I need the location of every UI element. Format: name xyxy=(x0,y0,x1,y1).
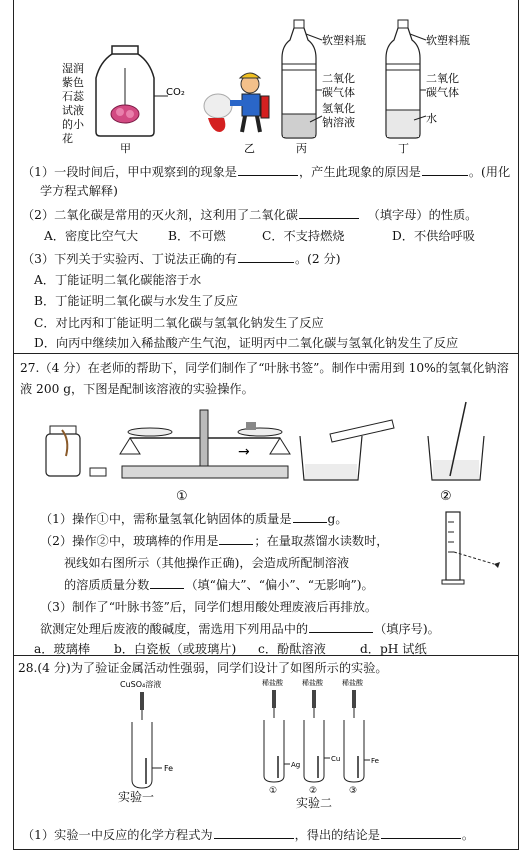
exp2-tubes-illustration xyxy=(264,690,370,782)
q28-question-1: （1）实验一中反应的化学方程式为 ，得出的结论是 。 xyxy=(22,828,475,842)
bottle-bing-illustration xyxy=(282,20,322,138)
caption-ding: 丁 xyxy=(398,142,409,154)
exp1-reagent-label: CuSO₄溶液 xyxy=(120,680,162,689)
q27-question-2-cont: 视线如右图所示（其他操作正确)，会造成所配制溶液 xyxy=(64,556,350,570)
q28-intro: 28.(4 分)为了验证金属活动性强弱，同学们设计了如图所示的实验。 xyxy=(18,661,388,675)
answer-blank[interactable] xyxy=(214,826,294,839)
q27-q3-option: d．pH 试纸 xyxy=(360,642,427,656)
caption-bing: 丙 xyxy=(296,142,307,154)
exp2-tube-number: ① xyxy=(269,786,278,796)
q27-question-3-cont: 欲测定处理后废液的酸碱度，需选用下列用品中的 （填序号)。 xyxy=(40,622,440,636)
jia-label-line: 试液 xyxy=(62,104,84,117)
answer-blank[interactable] xyxy=(381,826,461,839)
exp2-tube-number: ② xyxy=(309,786,318,796)
bottle-ding-illustration xyxy=(386,20,426,138)
q26-q2-option: D．不供给呼吸 xyxy=(392,229,475,243)
exp2-reagent-label: 稀盐酸 xyxy=(262,679,283,687)
exp2-caption: 实验二 xyxy=(296,796,333,810)
q26-q2-option: B．不可燃 xyxy=(168,229,226,243)
q26-q2-option: C．不支持燃烧 xyxy=(262,229,345,243)
q27-q3-option: a．玻璃棒 xyxy=(34,642,91,656)
answer-blank[interactable] xyxy=(219,532,253,545)
jia-label-line: 湿润 xyxy=(62,62,84,75)
exp2-reagent-label: 稀盐酸 xyxy=(302,679,323,687)
q27-q3-option: c．酚酞溶液 xyxy=(258,642,326,656)
q27-intro-line1: 27.（4 分）在老师的帮助下，同学们制作了“叶脉书签”。制作中需用到 10%的氢氧化钠溶 xyxy=(20,361,509,375)
q26-figure xyxy=(60,6,510,154)
exp1-metal-label: Fe xyxy=(164,764,174,773)
pouring-beaker-illustration xyxy=(300,420,394,480)
q27-question-3: （3）制作了“叶脉书签”后，同学们想用酸处理废液后再排放。 xyxy=(40,600,378,614)
q26-q3-option: C．对比丙和丁能证明二氧化碳与氢氧化钠发生了反应 xyxy=(34,316,324,330)
graduated-cylinder-illustration xyxy=(440,508,506,586)
separator-q27 xyxy=(13,353,519,354)
q27-question-1: （1）操作①中，需称量氢氧化钠固体的质量是 g。 xyxy=(40,512,348,526)
q27-figure xyxy=(40,400,510,506)
answer-blank[interactable] xyxy=(150,576,184,589)
jar-jia-illustration xyxy=(96,46,168,136)
ding-label-line: 二氧化 xyxy=(426,72,459,85)
bing-label-line: 二氧化 xyxy=(322,72,355,85)
q26-q3-option: D．向丙中继续加入稀盐酸产生气泡，证明丙中二氧化碳与氢氧化钠发生了反应 xyxy=(34,336,459,350)
q26-question-1: （1）一段时间后，甲中观察到的现象是 ，产生此现象的原因是 。(用化 xyxy=(22,165,511,179)
exp2-metal-label: Cu xyxy=(331,755,341,763)
jia-label-line: 紫色 xyxy=(62,76,84,89)
exp2-metal-label: Ag xyxy=(291,761,301,769)
ding-label-line: 水 xyxy=(426,112,437,125)
q26-q2-option: A．密度比空气大 xyxy=(44,229,139,243)
stirring-beaker-illustration xyxy=(428,402,484,480)
jia-label-line: 花 xyxy=(62,132,73,145)
q27-q3-option: b．白瓷板（或玻璃片) xyxy=(114,642,237,656)
q26-question-2: （2）二氧化碳是常用的灭火剂，这利用了二氧化碳 （填字母）的性质。 xyxy=(22,208,478,222)
bing-bottle-label: 软塑料瓶 xyxy=(322,34,366,47)
fire-extinguisher-illustration xyxy=(204,73,269,132)
bing-label-line: 碳气体 xyxy=(322,86,355,99)
step-label-2: ② xyxy=(440,489,452,504)
q26-question-1-cont: 学方程式解释) xyxy=(40,184,118,198)
answer-blank[interactable] xyxy=(238,163,298,176)
q26-q3-option: B．丁能证明二氧化碳与水发生了反应 xyxy=(34,294,238,308)
ding-label-line: 碳气体 xyxy=(426,86,459,99)
q26-question-3: （3）下列关于实验丙、丁说法正确的有 。(2 分) xyxy=(22,252,341,266)
jia-label-line: 的小 xyxy=(62,118,84,131)
q27-question-2: （2）操作②中，玻璃棒的作用是 ；在量取蒸馏水读数时， xyxy=(40,534,389,548)
q27-intro-line2: 液 200 g，下图是配制该溶液的实验操作。 xyxy=(20,382,254,396)
answer-blank[interactable] xyxy=(309,620,373,633)
jia-side-label xyxy=(62,62,85,145)
answer-blank[interactable] xyxy=(422,163,468,176)
ding-bottle-label: 软塑料瓶 xyxy=(426,34,470,47)
balance-illustration xyxy=(120,410,290,478)
answer-blank[interactable] xyxy=(238,250,294,263)
exp2-metal-label: Fe xyxy=(371,757,379,765)
process-arrow: → xyxy=(238,444,250,460)
exp1-caption: 实验一 xyxy=(118,790,155,804)
caption-yi: 乙 xyxy=(244,142,255,154)
reagent-bottle-illustration xyxy=(46,426,106,476)
exp2-tube-number: ③ xyxy=(349,786,358,796)
q26-q3-option: A．丁能证明二氧化碳能溶于水 xyxy=(34,273,202,287)
answer-blank[interactable] xyxy=(293,510,327,523)
exp1-tube-illustration xyxy=(132,692,162,788)
bing-label-line: 钠溶液 xyxy=(322,116,355,129)
q27-question-2-cont: 的溶质质量分数 （填“偏大”、“偏小”、“无影响”)。 xyxy=(64,578,374,592)
step-label-1: ① xyxy=(176,489,188,504)
jia-label-line: 石蕊 xyxy=(62,90,84,103)
exp2-reagent-label: 稀盐酸 xyxy=(342,679,363,687)
bing-label-line: 氢氧化 xyxy=(322,102,355,115)
caption-jia: 甲 xyxy=(120,142,131,154)
q28-figure xyxy=(90,676,390,814)
answer-blank[interactable] xyxy=(299,206,359,219)
co2-label: CO₂ xyxy=(166,87,185,98)
